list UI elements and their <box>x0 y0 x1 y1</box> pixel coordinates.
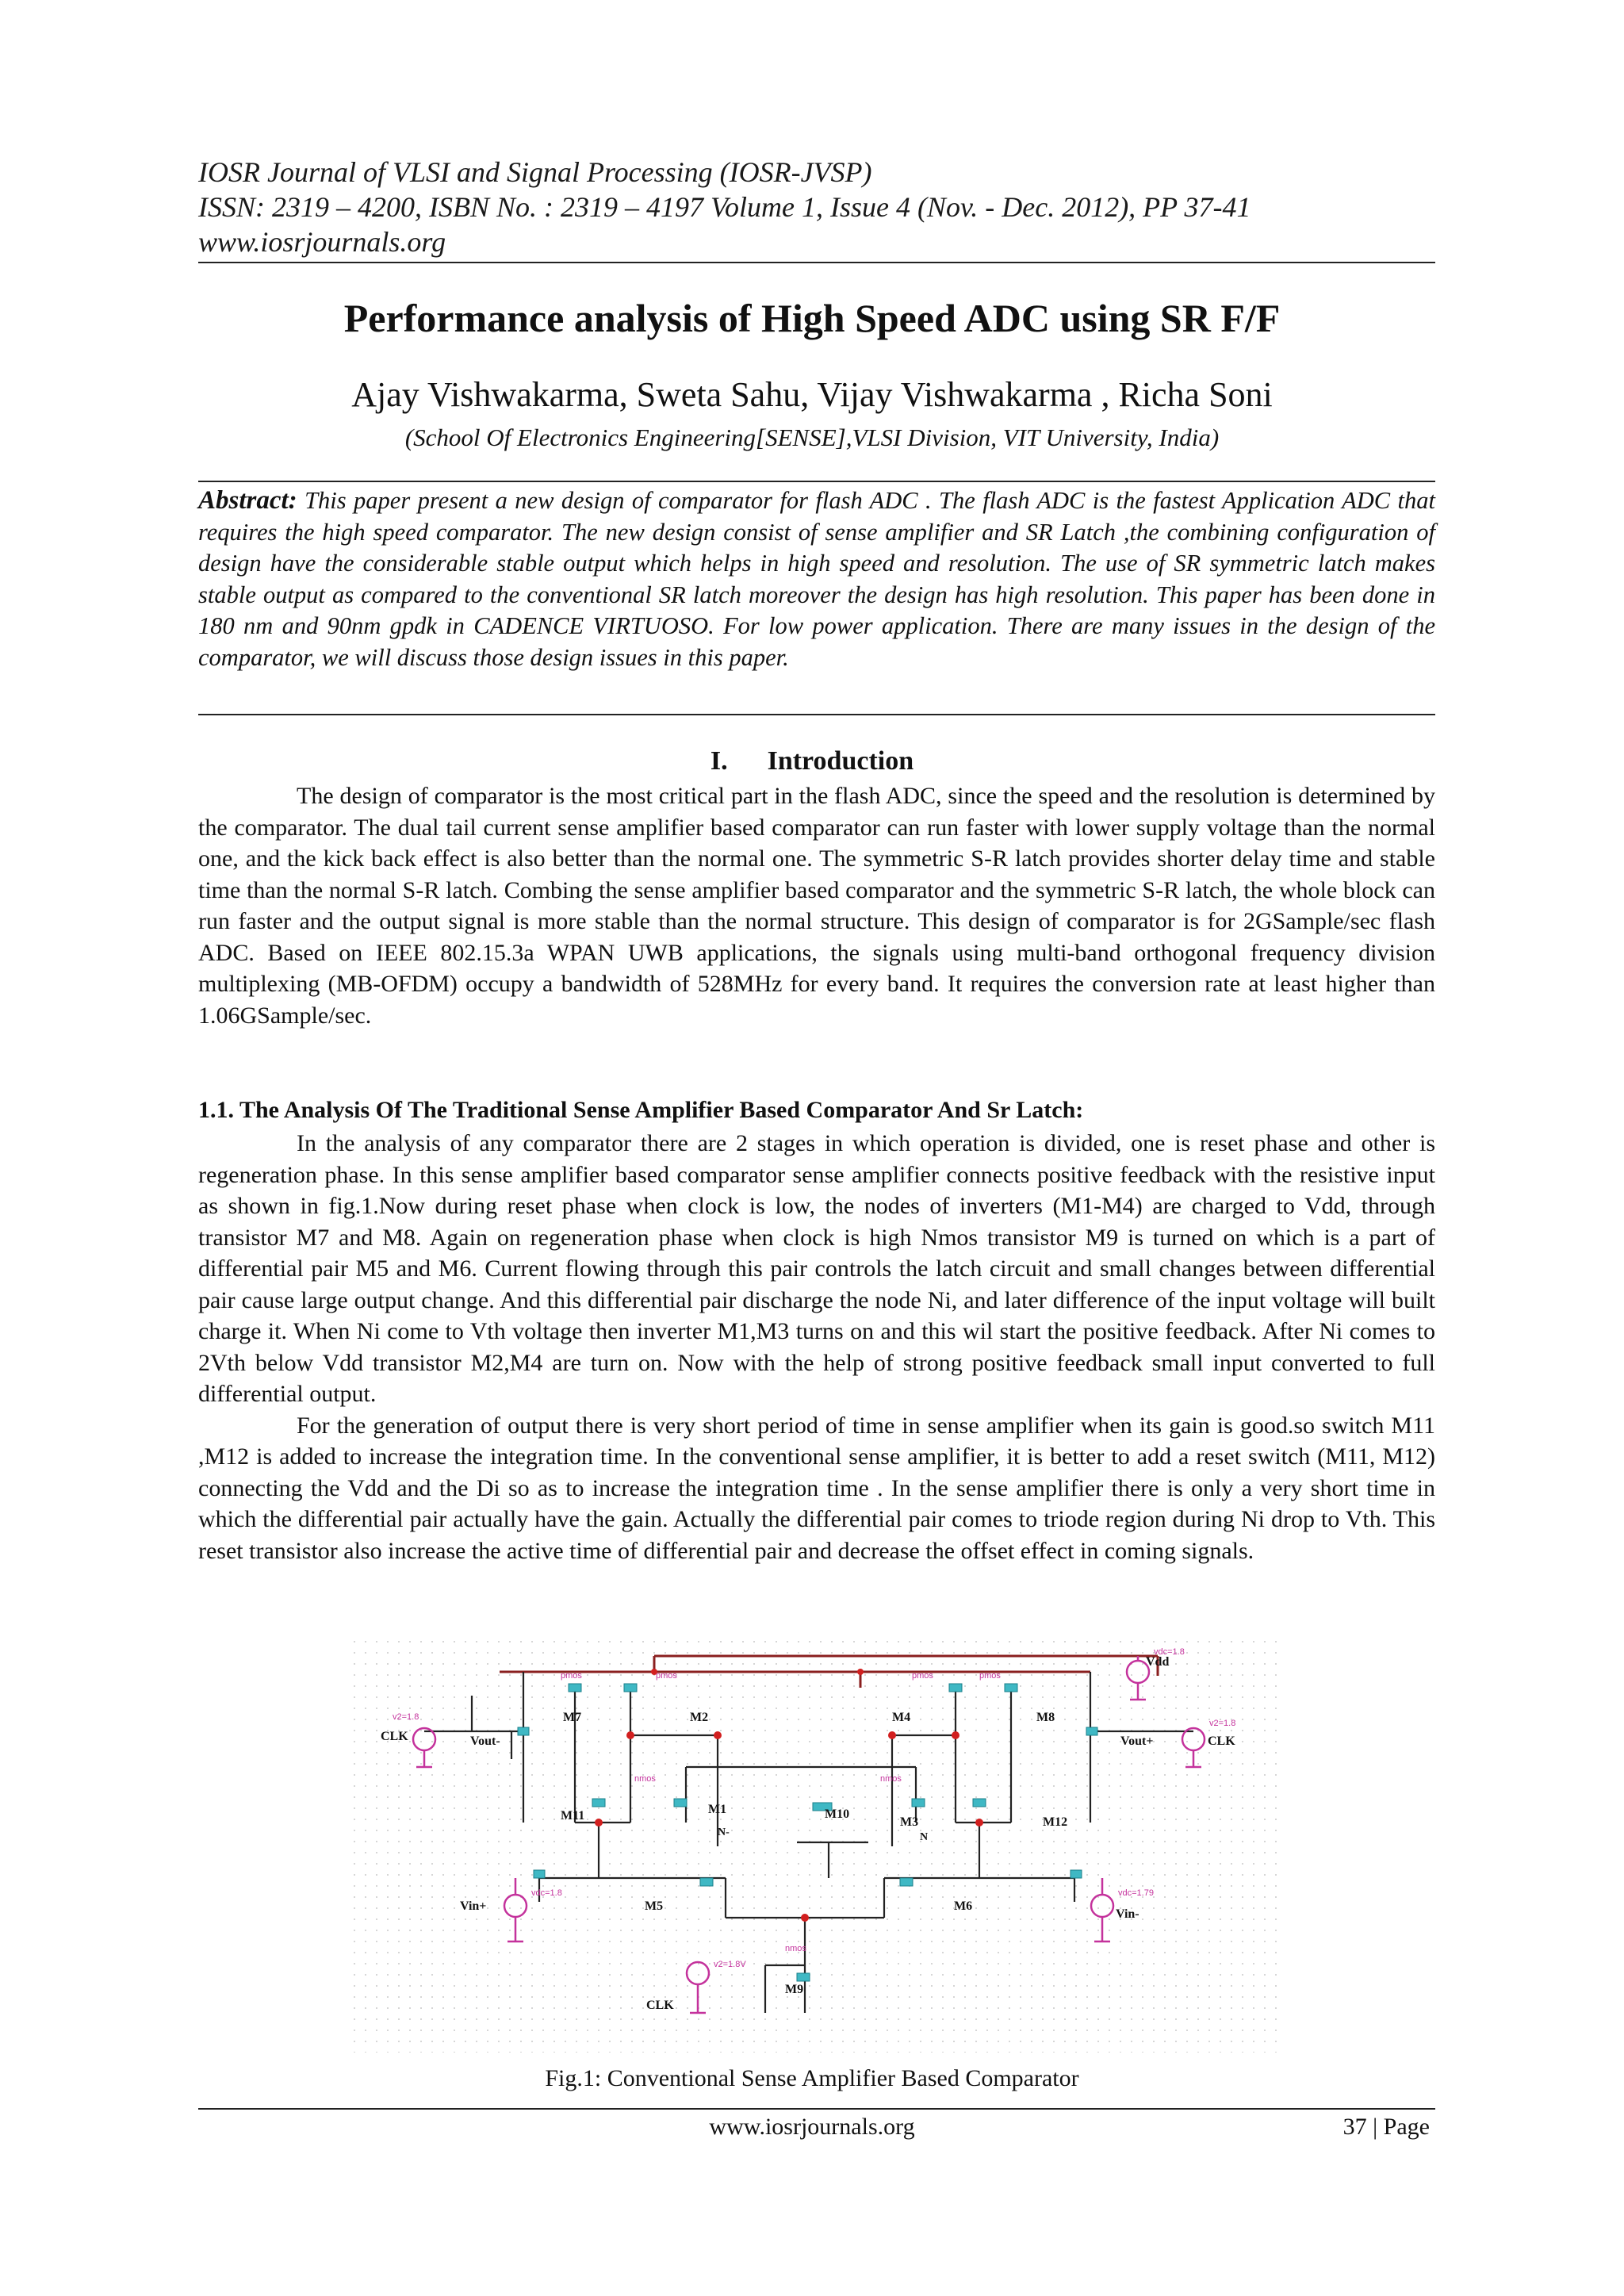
annot-v2-right: v2=1.8 <box>1209 1719 1236 1728</box>
label-m5: M5 <box>645 1899 664 1913</box>
author-list: Ajay Vishwakarma, Sweta Sahu, Vijay Vishwakarma , Richa Soni <box>351 375 1273 414</box>
footer-website: www.iosrjournals.org <box>709 2114 915 2140</box>
schematic-grid <box>353 1640 1285 2053</box>
paper-title: Performance analysis of High Speed ADC using SR F/F <box>343 296 1281 340</box>
abstract-text: This paper present a new design of comparator for flash ADC . The flash ADC is the fastest Application ADC that requires the high speed comparator. The new design consist of sense amplifier and SR Latch ,the combining configuration of design have the considerable stable output which helps in high speed and resolution. The use of SR symmetric latch makes stable output as compared to the conventional SR latch moreover the design has high resolution. This paper has been done in 180 nm and 90nm gpdk in CADENCE VIRTUOSO. For low power application. There are many issues in the design of the comparator, we will discuss those design issues in this paper. <box>198 487 1435 671</box>
annot-nmos-1: nmos <box>634 1774 656 1784</box>
affiliation: (School Of Electronics Engineering[SENSE],VLSI Division, VIT University, India) <box>404 424 1220 451</box>
label-clk-right: CLK <box>1208 1734 1235 1748</box>
subsection-paragraph-1: In the analysis of any comparator there are 2 stages in which operation is divided, one is reset phase and other is regeneration phase. In this sense amplifier based comparator sense amplifier connects positive feedback with the resistive input as shown in fig.1.Now during reset phase when clock is low, the nodes of inverters (M1-M4) are charged to Vdd, through transistor M7 and M8. Again on regeneration phase when clock is high Nmos transistor M9 is turned on which is a part of differential pair M5 and M6. Current flowing through this pair controls the latch circuit and small changes between differential pair cause large output change. And this differential pair discharge the node Ni, and later difference of the input voltage will built charge it. When Ni come to Vth voltage then inverter M1,M3 turns on and this wil start the positive feedback. After Ni comes to 2Vth below Vdd transistor M2,M4 are turn on. Now with the help of strong positive feedback small input converted to full differential output. <box>198 1130 1435 1407</box>
circuit-figure <box>353 1640 1285 2053</box>
subsection-body <box>198 1128 1435 1566</box>
annot-nmos-2: nmos <box>880 1774 902 1784</box>
circuit-schematic <box>353 1640 1285 2053</box>
abstract <box>198 485 1435 673</box>
abstract-bottom-rule <box>198 714 1435 715</box>
abstract-label: Abstract: <box>198 486 297 515</box>
section-title: Introduction <box>767 746 914 776</box>
label-m6: M6 <box>954 1899 973 1913</box>
journal-name: IOSR Journal of VLSI and Signal Processing (IOSR-JVSP) <box>198 156 872 188</box>
footer-rule <box>198 2108 1435 2110</box>
issn-line: ISSN: 2319 – 4200, ISBN No. : 2319 – 4197 Volume 1, Issue 4 (Nov. - Dec. 2012), PP 37-41 <box>198 191 1251 223</box>
label-m9: M9 <box>785 1983 804 1996</box>
label-n: N <box>920 1831 929 1843</box>
page-number: 37 | Page <box>1342 2114 1430 2140</box>
abstract-top-rule <box>198 481 1435 482</box>
section-heading <box>0 746 1624 776</box>
annot-pmos-4: pmos <box>979 1671 1001 1681</box>
label-vin-minus: Vin- <box>1116 1907 1139 1921</box>
label-m10: M10 <box>825 1807 850 1821</box>
label-n-minus: N- <box>718 1826 730 1838</box>
subsection-paragraph-2: For the generation of output there is very short period of time in sense amplifier when its gain is good.so switch M11 ,M12 is added to increase the integration time. In the conventional sense amplifier, it is better to add a reset switch (M11, M12) connecting the Vdd and the Di so as to increase the integration time . In the sense amplifier there is only a very short time in which the differential pair actually have the gain. Actually the differential pair comes to triode region during Ni drop to Vth. This reset transistor also increase the active time of differential pair and decrease the offset effect in coming signals. <box>198 1412 1435 1564</box>
label-m11: M11 <box>561 1809 585 1823</box>
label-vout-plus: Vout+ <box>1120 1734 1154 1748</box>
annot-nmos-3: nmos <box>785 1944 806 1953</box>
label-m7: M7 <box>563 1711 582 1724</box>
label-m8: M8 <box>1036 1711 1055 1724</box>
subsection-heading: 1.1. The Analysis Of The Traditional Sense Amplifier Based Comparator And Sr Latch: <box>198 1097 1084 1123</box>
section-number: I. <box>710 746 728 776</box>
annot-vdc-vdd: vdc=1.8 <box>1154 1647 1185 1657</box>
label-vin-plus: Vin+ <box>460 1899 487 1913</box>
label-clk-left: CLK <box>381 1730 408 1743</box>
label-m12: M12 <box>1043 1815 1068 1829</box>
label-m4: M4 <box>892 1711 911 1724</box>
annot-vdc-right: vdc=1.79 <box>1118 1888 1154 1898</box>
header-website: www.iosrjournals.org <box>198 226 446 258</box>
annot-pmos-1: pmos <box>561 1671 582 1681</box>
label-vout-minus: Vout- <box>470 1734 500 1748</box>
label-m1: M1 <box>708 1803 727 1816</box>
annot-vdc-left: vdc=1.8 <box>531 1888 562 1898</box>
label-clk-bottom: CLK <box>646 1999 674 2012</box>
label-m2: M2 <box>690 1711 709 1724</box>
annot-v2-left: v2=1.8 <box>393 1712 419 1722</box>
intro-body <box>198 780 1435 1031</box>
header-rule <box>198 262 1435 263</box>
label-vdd: Vdd <box>1146 1655 1170 1669</box>
annot-v2-bottom: v2=1.8V <box>714 1960 746 1969</box>
label-m3: M3 <box>900 1815 919 1829</box>
intro-paragraph: The design of comparator is the most critical part in the flash ADC, since the speed and the resolution is determined by the comparator. The dual tail current sense amplifier based comparator can run faster with lower supply voltage than the normal one, and the kick back effect is also better than the normal one. The symmetric S-R latch provides shorter delay time and stable time than the normal S-R latch. Combing the sense amplifier based comparator and the symmetric S-R latch, the whole block can run faster and the output signal is more stable than the normal structure. This design of comparator is for 2GSample/sec flash ADC. Based on IEEE 802.15.3a WPAN UWB applications, the signals using multi-band orthogonal frequency division multiplexing (MB-OFDM) occupy a bandwidth of 528MHz for every band. It requires the conversion rate at least higher than 1.06GSample/sec. <box>198 783 1435 1029</box>
figure-caption: Fig.1: Conventional Sense Amplifier Based Comparator <box>545 2065 1079 2091</box>
annot-pmos-2: pmos <box>656 1671 677 1681</box>
annot-pmos-3: pmos <box>912 1671 933 1681</box>
